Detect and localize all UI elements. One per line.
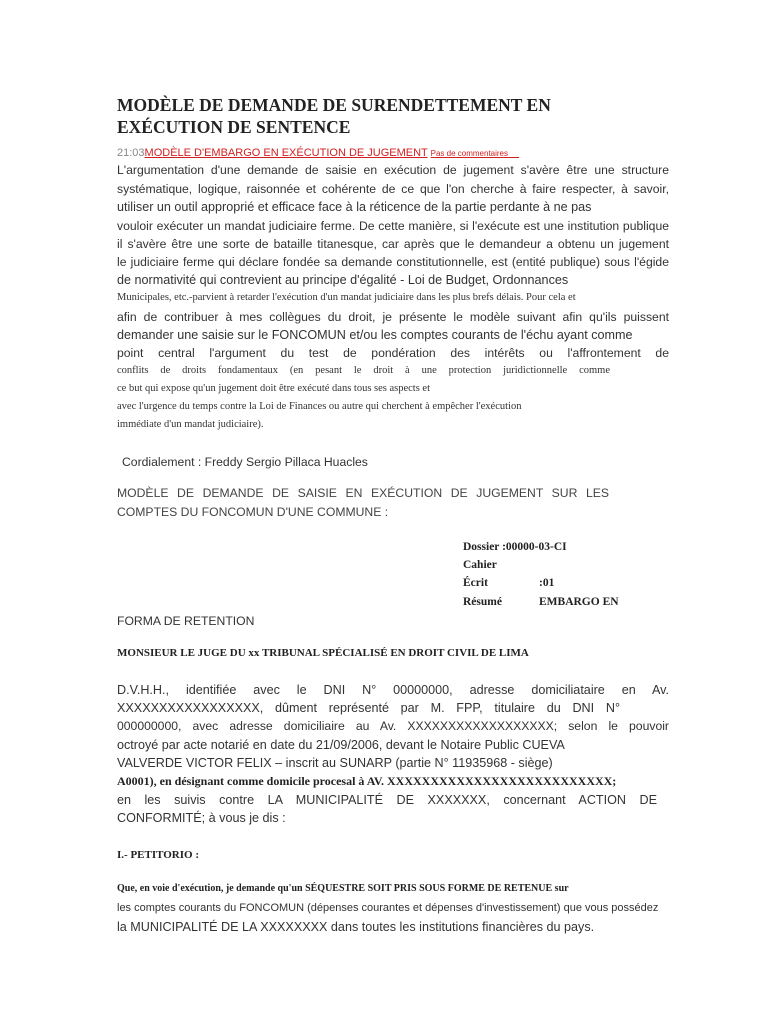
body-line: D.V.H.H., identifiée avec le DNI N° 00000000, adresse domiciliataire en Av. <box>117 683 669 697</box>
body-line: 000000000, avec adresse domiciliaire au Av. XXXXXXXXXXXXXXXXXX; selon le pouvoir <box>117 719 669 733</box>
intro-line: utiliser un outil approprié et efficace face à la réticence de la partie perdante à ne pas <box>117 200 592 214</box>
intro-line: vouloir exécuter un mandat judiciaire ferme. De cette manière, si l'exécute est une institution publique <box>117 219 669 233</box>
petitorio-request: Que, en voie d'exécution, je demande qu'un SÉQUESTRE SOIT PRIS SOUS FORME DE RETENUE sur <box>117 883 569 894</box>
body-line: en les suivis contre LA MUNICIPALITÉ DE XXXXXXX, concernant ACTION DE <box>117 793 657 807</box>
intro-line: de normativité qui contrevient au principe d'égalité - Loi de Budget, Ordonnances <box>117 273 569 287</box>
petitorio-line: les comptes courants du FONCOMUN (dépenses courantes et dépenses d'investissement) que vous possédez <box>117 902 659 914</box>
intro-line: afin de contribuer à mes collègues du droit, je présente le modèle suivant afin qu'ils puissent <box>117 310 669 324</box>
intro-line: L'argumentation d'une demande de saisie en exécution de jugement s'avère être une structure <box>117 163 669 177</box>
post-time: 21:03 <box>117 147 145 159</box>
post-link[interactable]: MODÈLE D'EMBARGO EN EXÉCUTION DE JUGEMENT <box>144 147 428 159</box>
petitorio-line: la MUNICIPALITÉ DE LA XXXXXXXX dans toutes les institutions financières du pays. <box>117 920 595 934</box>
intro-line: avec l'urgence du temps contre la Loi de Finances ou autre qui cherchent à empêcher l'exécution <box>117 401 522 412</box>
intro-line: Municipales, etc.-parvient à retarder l'exécution d'un mandat judiciaire dans les plus brefs délais. Pour cela et <box>117 292 576 303</box>
petitorio-heading: I.- PETITORIO : <box>117 849 200 861</box>
body-bold-line: A0001), en désignant comme domicile procesal à AV. XXXXXXXXXXXXXXXXXXXXXXXXXX; <box>117 774 617 788</box>
comments-link[interactable]: Pas de commentaires <box>430 149 509 158</box>
intro-line: point central l'argument du test de pondération des intérêts ou l'affrontement de <box>117 346 669 360</box>
model-heading: MODÈLE DE DEMANDE DE SAISIE EN EXÉCUTION DE JUGEMENT SUR LES <box>117 486 609 500</box>
intro-line: demander une saisie sur le FONCOMUN et/ou les comptes courants de l'échu ayant comme <box>117 328 633 342</box>
post-meta <box>117 147 519 159</box>
closing-signature: Cordialement : Freddy Sergio Pillaca Huacles <box>122 455 368 469</box>
body-line: XXXXXXXXXXXXXXXXX, dûment représenté par M. FPP, titulaire du DNI N° <box>117 701 620 715</box>
dossier-ecrit: Écrit :01 <box>463 577 555 589</box>
body-line: CONFORMITÉ; à vous je dis : <box>117 811 286 825</box>
forma-retention: FORMA DE RETENTION <box>117 614 255 628</box>
dossier-resume: Résumé EMBARGO EN <box>463 596 619 608</box>
addressee: MONSIEUR LE JUGE DU xx TRIBUNAL SPÉCIALISÉ EN DROIT CIVIL DE LIMA <box>117 647 529 659</box>
intro-line: ce but qui expose qu'un jugement doit être exécuté dans tous ses aspects et <box>117 383 431 394</box>
intro-line: il s'avère être une sorte de bataille titanesque, car après que le demandeur a obtenu un jugement <box>117 237 669 251</box>
dossier-number: Dossier :00000-03-CI <box>463 541 567 553</box>
body-line: octroyé par acte notarié en date du 21/09/2006, devant le Notaire Public CUEVA <box>117 738 565 752</box>
intro-line: systématique, logique, raisonnée et cohérente de ce que l'on cherche à faire respecter, à savoir, <box>117 182 669 196</box>
dossier-cahier: Cahier <box>463 559 497 571</box>
page-title: MODÈLE DE DEMANDE DE SURENDETTEMENT EN EXÉCUTION DE SENTENCE <box>117 95 551 137</box>
body-line: VALVERDE VICTOR FELIX – inscrit au SUNARP (partie N° 11935968 - siège) <box>117 756 553 770</box>
model-heading: COMPTES DU FONCOMUN D'UNE COMMUNE : <box>117 505 389 519</box>
intro-line: conflits de droits fondamentaux (en pesant le droit à une protection juridictionnelle comme <box>117 365 610 376</box>
intro-line: le judiciaire ferme qui déclare fondée sa demande constitutionnelle, est (entité publique) sous l'égide <box>117 255 669 269</box>
intro-line: immédiate d'un mandat judiciaire). <box>117 419 264 430</box>
